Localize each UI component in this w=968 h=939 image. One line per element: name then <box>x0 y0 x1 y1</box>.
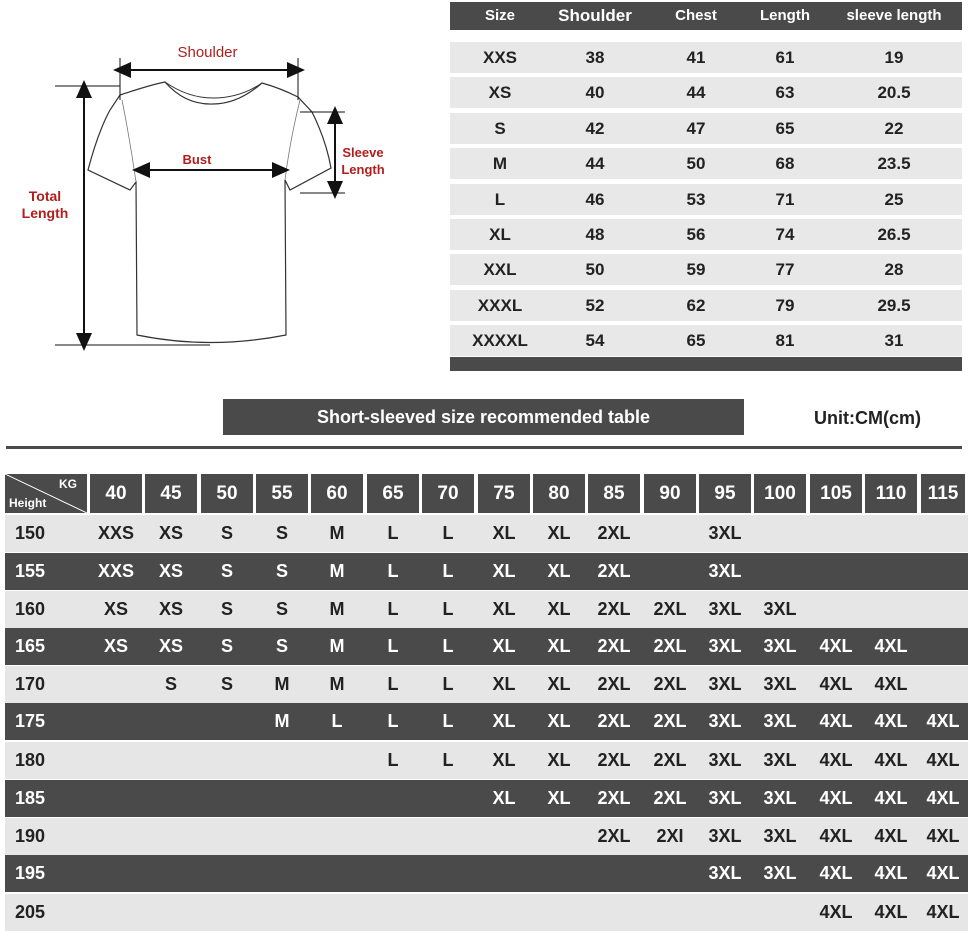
measurement-cell: 50 <box>585 260 605 280</box>
measurement-cell: 40 <box>585 83 605 103</box>
measurement-cell: 59 <box>686 260 706 280</box>
size-recommendation-cell: 2XL <box>597 599 631 619</box>
size-recommendation-cell: XS <box>158 599 183 619</box>
shoulder-label: Shoulder <box>177 44 238 61</box>
size-recommendation-cell: 4XL <box>819 674 853 694</box>
size-recommendation-cell: 3XL <box>708 599 742 619</box>
size-cell: XXL <box>483 260 517 280</box>
measurement-cell: 28 <box>884 260 904 280</box>
kg-header-cell: 45 <box>145 474 197 513</box>
size-recommendation-cell: 4XL <box>819 902 853 922</box>
measurement-cell: 65 <box>775 118 795 138</box>
size-recommendation-cell: L <box>331 711 343 731</box>
size-recommendation-cell: 4XL <box>874 826 908 846</box>
height-row <box>5 818 968 855</box>
size-recommendation-cell: XS <box>158 523 183 543</box>
header-sleeve-length: sleeve length <box>846 7 942 24</box>
size-recommendation-cell: 4XL <box>926 902 960 922</box>
size-recommendation-cell: 4XL <box>819 863 853 883</box>
size-recommendation-cell: XL <box>492 674 516 694</box>
size-recommendation-cell: 4XL <box>926 863 960 883</box>
kg-header-cell: 55 <box>256 474 308 513</box>
size-recommendation-cell: 4XL <box>819 750 853 770</box>
size-recommendation-cell: L <box>387 523 399 543</box>
size-recommendation-cell: S <box>220 523 233 543</box>
total-length-label: Total Length <box>21 188 69 221</box>
measurement-cell: 62 <box>686 295 706 315</box>
height-row <box>5 591 968 628</box>
size-recommendation-cell: 4XL <box>926 750 960 770</box>
height-row <box>5 553 968 590</box>
size-recommendation-cell: M <box>329 561 345 581</box>
size-recommendation-cell: 3XL <box>763 826 797 846</box>
corner-header-cell <box>5 474 87 513</box>
size-recommendation-cell: 4XL <box>874 750 908 770</box>
measurement-cell: 41 <box>686 48 706 67</box>
measurement-cell: 81 <box>775 331 795 351</box>
height-cell: 175 <box>15 711 46 731</box>
size-recommendation-cell: XL <box>547 599 571 619</box>
size-recommendation-cell: 2XL <box>597 523 631 543</box>
size-cell: M <box>492 154 508 174</box>
size-recommendation-cell: 2XL <box>653 788 687 808</box>
header-chest: Chest <box>675 7 717 24</box>
measurement-cell: 48 <box>585 225 605 244</box>
size-recommendation-cell: 3XL <box>708 674 742 694</box>
measurement-cell: 25 <box>884 189 904 209</box>
size-recommendation-cell: L <box>442 523 454 543</box>
size-recommendation-cell: S <box>275 599 288 619</box>
size-recommendation-cell: 2XL <box>653 674 687 694</box>
size-recommendation-cell: S <box>220 636 233 656</box>
kg-header-cell: 50 <box>201 474 253 513</box>
size-recommendation-cell: XL <box>547 674 571 694</box>
size-recommendation-cell: 3XL <box>763 599 797 619</box>
size-recommendation-cell: L <box>387 599 399 619</box>
height-row <box>5 515 968 552</box>
measurement-cell: 77 <box>775 260 795 280</box>
size-recommendation-cell: XL <box>492 523 516 543</box>
size-table-row <box>450 219 962 250</box>
size-recommendation-cell: 4XL <box>926 826 960 846</box>
measurement-cell: 29.5 <box>877 295 911 315</box>
kg-header-cell: 80 <box>533 474 585 513</box>
height-cell: 205 <box>15 902 46 922</box>
measurement-cell: 44 <box>585 154 605 174</box>
size-cell: XL <box>489 225 511 244</box>
size-recommendation-cell: S <box>220 599 233 619</box>
size-recommendation-cell: 3XL <box>708 711 742 731</box>
size-recommendation-cell: XXS <box>97 523 135 543</box>
size-recommendation-cell: 2XL <box>653 711 687 731</box>
size-recommendation-cell: L <box>442 711 454 731</box>
kg-header-cell: 90 <box>644 474 696 513</box>
measurement-cell: 47 <box>686 118 706 138</box>
size-table-row <box>450 113 962 144</box>
height-row <box>5 703 968 740</box>
size-recommendation-cell: 4XL <box>874 863 908 883</box>
size-cell: XS <box>488 83 512 103</box>
height-cell: 150 <box>15 523 46 543</box>
size-recommendation-cell: 3XL <box>708 523 742 543</box>
size-recommendation-cell: L <box>442 674 454 694</box>
size-recommendation-cell: 4XL <box>819 826 853 846</box>
measurement-cell: 61 <box>775 48 795 67</box>
corner-kg-label: KG <box>59 477 77 491</box>
height-row <box>5 666 968 703</box>
size-recommendation-cell: M <box>329 674 345 694</box>
kg-header-cell: 60 <box>311 474 363 513</box>
kg-header-cell: 40 <box>90 474 142 513</box>
size-recommendation-cell: XXS <box>97 561 135 581</box>
size-recommendation-cell: 2XL <box>597 636 631 656</box>
size-recommendation-cell: XL <box>547 750 571 770</box>
height-cell: 170 <box>15 674 46 694</box>
size-recommendation-cell: 3XL <box>763 863 797 883</box>
size-recommendation-cell: 4XL <box>926 788 960 808</box>
size-recommendation-cell: L <box>387 561 399 581</box>
size-recommendation-cell: 3XL <box>763 750 797 770</box>
kg-header-cell: 65 <box>367 474 419 513</box>
measurement-cell: 19 <box>884 48 904 67</box>
size-recommendation-cell: 3XL <box>708 863 742 883</box>
measurement-cell: 53 <box>686 189 706 209</box>
measurement-cell: 38 <box>585 48 605 67</box>
height-cell: 165 <box>15 636 46 656</box>
kg-header-cell: 85 <box>588 474 640 513</box>
size-recommendation-cell: 3XL <box>708 561 742 581</box>
height-row <box>5 780 968 817</box>
height-cell: 180 <box>15 750 46 770</box>
size-recommendation-cell: 3XL <box>763 711 797 731</box>
header-length: Length <box>760 7 810 24</box>
size-recommendation-cell: 3XL <box>708 636 742 656</box>
size-table-header <box>450 2 962 30</box>
measurement-cell: 79 <box>775 295 795 315</box>
size-recommendation-cell: 4XL <box>874 636 908 656</box>
section-divider <box>6 446 962 449</box>
size-recommendation-cell: L <box>387 750 399 770</box>
size-cell: XXXXL <box>472 331 528 351</box>
size-recommendation-cell: 2XL <box>597 788 631 808</box>
height-row <box>5 894 968 931</box>
size-recommendation-cell: XL <box>547 636 571 656</box>
size-recommendation-cell: XL <box>492 561 516 581</box>
measurement-cell: 63 <box>775 83 795 103</box>
size-cell: L <box>494 189 506 209</box>
kg-header-cell: 75 <box>478 474 530 513</box>
measurement-cell: 54 <box>585 331 605 351</box>
measurement-cell: 65 <box>686 331 706 351</box>
size-recommendation-cell: 2XL <box>597 674 631 694</box>
size-recommendation-cell: XL <box>492 636 516 656</box>
size-recommendation-cell: M <box>329 523 345 543</box>
size-recommendation-cell: XL <box>547 561 571 581</box>
size-recommendation-cell: XS <box>103 599 128 619</box>
size-recommendation-cell: L <box>442 561 454 581</box>
height-row <box>5 855 968 892</box>
size-recommendation-cell: L <box>442 636 454 656</box>
size-table-row <box>450 77 962 108</box>
size-recommendation-cell: 2XL <box>597 750 631 770</box>
height-row <box>5 628 968 665</box>
size-recommendation-cell: 2XL <box>653 750 687 770</box>
measurement-cell: 44 <box>686 83 706 103</box>
size-recommendation-cell: S <box>275 523 288 543</box>
bust-label: Bust <box>182 152 212 167</box>
size-recommendation-cell: 3XL <box>763 788 797 808</box>
corner-height-label: Height <box>9 496 47 510</box>
size-table-row <box>450 325 962 356</box>
size-recommendation-cell: 2XI <box>656 826 684 846</box>
size-cell: XXS <box>482 48 518 67</box>
size-recommendation-cell: 4XL <box>819 711 853 731</box>
kg-header-cell: 105 <box>810 474 862 513</box>
kg-header-cell: 95 <box>699 474 751 513</box>
size-recommendation-cell: L <box>442 599 454 619</box>
measurement-cell: 46 <box>585 189 605 209</box>
size-cell: XXXL <box>477 295 523 315</box>
size-recommendation-cell: 4XL <box>926 711 960 731</box>
size-recommendation-cell: 4XL <box>819 636 853 656</box>
recommend-table-title: Short-sleeved size recommended table <box>223 399 744 435</box>
size-recommendation-cell: XS <box>158 636 183 656</box>
tshirt-measurement-diagram <box>0 0 440 380</box>
size-recommendation-cell: XL <box>492 750 516 770</box>
size-recommendation-cell: S <box>164 674 177 694</box>
size-recommendation-cell: XL <box>492 788 516 808</box>
measurement-cell: 31 <box>884 331 904 351</box>
size-recommendation-cell: 3XL <box>708 750 742 770</box>
size-recommendation-cell: 2XL <box>597 826 631 846</box>
size-recommendation-cell: L <box>442 750 454 770</box>
measurement-cell: 50 <box>686 154 706 174</box>
size-recommendation-cell: 3XL <box>763 674 797 694</box>
size-recommendation-cell: 4XL <box>874 674 908 694</box>
size-recommendation-cell: 4XL <box>874 711 908 731</box>
size-table-row <box>450 254 962 285</box>
size-table-row <box>450 290 962 321</box>
measurement-cell: 52 <box>585 295 605 315</box>
sleeve-length-label: Sleeve Length <box>341 145 385 177</box>
size-recommendation-cell: 2XL <box>653 636 687 656</box>
size-recommendation-cell: L <box>387 711 399 731</box>
size-recommendation-cell: M <box>274 674 290 694</box>
kg-header-cell: 115 <box>921 474 965 513</box>
measurement-cell: 56 <box>686 225 706 244</box>
size-recommendation-cell: L <box>387 636 399 656</box>
size-recommendation-cell: XL <box>547 523 571 543</box>
header-size: Size <box>484 7 515 24</box>
size-recommendation-cell: 2XL <box>653 599 687 619</box>
size-recommendation-cell: XL <box>547 788 571 808</box>
height-cell: 195 <box>15 863 46 883</box>
height-cell: 190 <box>15 826 46 846</box>
size-table-row <box>450 42 962 73</box>
unit-label: Unit:CM(cm) <box>814 408 921 428</box>
height-row <box>5 742 968 779</box>
size-recommendation-cell: 4XL <box>874 902 908 922</box>
measurement-cell: 26.5 <box>877 225 911 244</box>
size-recommendation-cell: S <box>220 561 233 581</box>
size-recommendation-cell: S <box>275 561 288 581</box>
measurement-cell: 74 <box>775 225 795 244</box>
size-recommendation-cell: 2XL <box>597 561 631 581</box>
size-recommendation-grid <box>0 474 968 939</box>
size-recommendation-cell: M <box>274 711 290 731</box>
kg-header-cell: 70 <box>422 474 474 513</box>
size-cell: S <box>494 118 506 138</box>
size-recommendation-cell: 3XL <box>763 636 797 656</box>
size-recommendation-cell: XL <box>492 711 516 731</box>
size-recommendation-cell: XS <box>103 636 128 656</box>
size-table-row <box>450 148 962 179</box>
measurement-cell: 23.5 <box>877 154 911 174</box>
size-recommendation-cell: 4XL <box>819 788 853 808</box>
size-recommendation-cell: XL <box>547 711 571 731</box>
size-recommendation-cell: M <box>329 636 345 656</box>
size-recommendation-cell: 2XL <box>597 711 631 731</box>
height-cell: 155 <box>15 561 46 581</box>
measurement-cell: 68 <box>775 154 795 174</box>
size-recommendation-cell: S <box>275 636 288 656</box>
size-table-footer-bar <box>450 357 962 371</box>
height-cell: 185 <box>15 788 46 808</box>
size-recommendation-cell: 4XL <box>874 788 908 808</box>
size-recommendation-cell: XL <box>492 599 516 619</box>
size-recommendation-cell: L <box>387 674 399 694</box>
size-recommendation-cell: 3XL <box>708 788 742 808</box>
measurement-cell: 22 <box>884 118 904 138</box>
size-recommendation-cell: 3XL <box>708 826 742 846</box>
height-cell: 160 <box>15 599 46 619</box>
measurement-cell: 42 <box>585 118 605 138</box>
header-shoulder: Shoulder <box>558 6 632 25</box>
kg-header-cell: 100 <box>754 474 806 513</box>
size-table-row <box>450 184 962 215</box>
size-recommendation-cell: M <box>329 599 345 619</box>
measurement-cell: 20.5 <box>877 83 911 103</box>
size-recommendation-cell: S <box>220 674 233 694</box>
kg-header-cell: 110 <box>865 474 917 513</box>
measurement-cell: 71 <box>775 189 795 209</box>
size-recommendation-cell: XS <box>158 561 183 581</box>
